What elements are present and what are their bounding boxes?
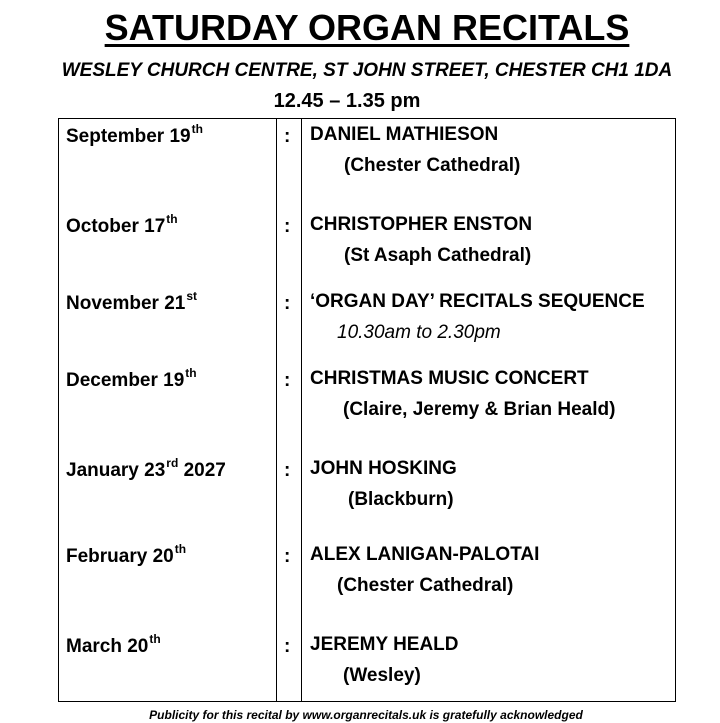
schedule-row <box>59 629 675 699</box>
page-title-text: SATURDAY ORGAN RECITALS <box>104 7 630 48</box>
event-detail: (St Asaph Cathedral) <box>344 245 532 266</box>
event-date: January 23rd 2027 <box>66 455 226 481</box>
separator-colon: : <box>284 636 291 657</box>
separator-colon: : <box>284 460 291 481</box>
page-title <box>0 6 720 50</box>
schedule-row <box>59 453 675 523</box>
event-detail: (Blackburn) <box>348 489 454 510</box>
event-detail: (Claire, Jeremy & Brian Heald) <box>343 399 616 420</box>
separator-colon: : <box>284 546 291 567</box>
event-performer: JOHN HOSKING <box>310 458 457 479</box>
event-date: October 17th <box>66 211 178 237</box>
schedule-row <box>59 363 675 433</box>
separator-colon: : <box>284 216 291 237</box>
event-detail: 10.30am to 2.30pm <box>337 322 501 343</box>
event-performer: JEREMY HEALD <box>310 634 459 655</box>
recital-time: 12.45 – 1.35 pm <box>273 90 421 112</box>
recital-schedule-table <box>58 118 676 702</box>
event-detail: (Wesley) <box>343 665 421 686</box>
event-performer: ALEX LANIGAN-PALOTAI <box>310 544 540 565</box>
schedule-row <box>59 119 675 189</box>
separator-colon: : <box>284 126 291 147</box>
schedule-row <box>59 539 675 609</box>
event-date: December 19th <box>66 365 197 391</box>
schedule-row <box>59 209 675 279</box>
event-date: February 20th <box>66 541 187 567</box>
event-date: September 19th <box>66 121 203 147</box>
publicity-footer: Publicity for this recital by www.organrecitals.uk is gratefully acknowledged <box>149 708 583 722</box>
event-date: November 21st <box>66 288 198 314</box>
event-date: March 20th <box>66 631 161 657</box>
schedule-row <box>59 286 675 356</box>
event-performer: DANIEL MATHIESON <box>310 124 499 145</box>
event-performer: CHRISTMAS MUSIC CONCERT <box>310 368 589 389</box>
event-performer: CHRISTOPHER ENSTON <box>310 214 533 235</box>
venue-address: WESLEY CHURCH CENTRE, ST JOHN STREET, CHESTER CH1 1DA <box>61 60 673 81</box>
event-detail: (Chester Cathedral) <box>337 575 514 596</box>
separator-colon: : <box>284 370 291 391</box>
separator-colon: : <box>284 293 291 314</box>
event-performer: ‘ORGAN DAY’ RECITALS SEQUENCE <box>310 291 645 312</box>
event-detail: (Chester Cathedral) <box>344 155 521 176</box>
